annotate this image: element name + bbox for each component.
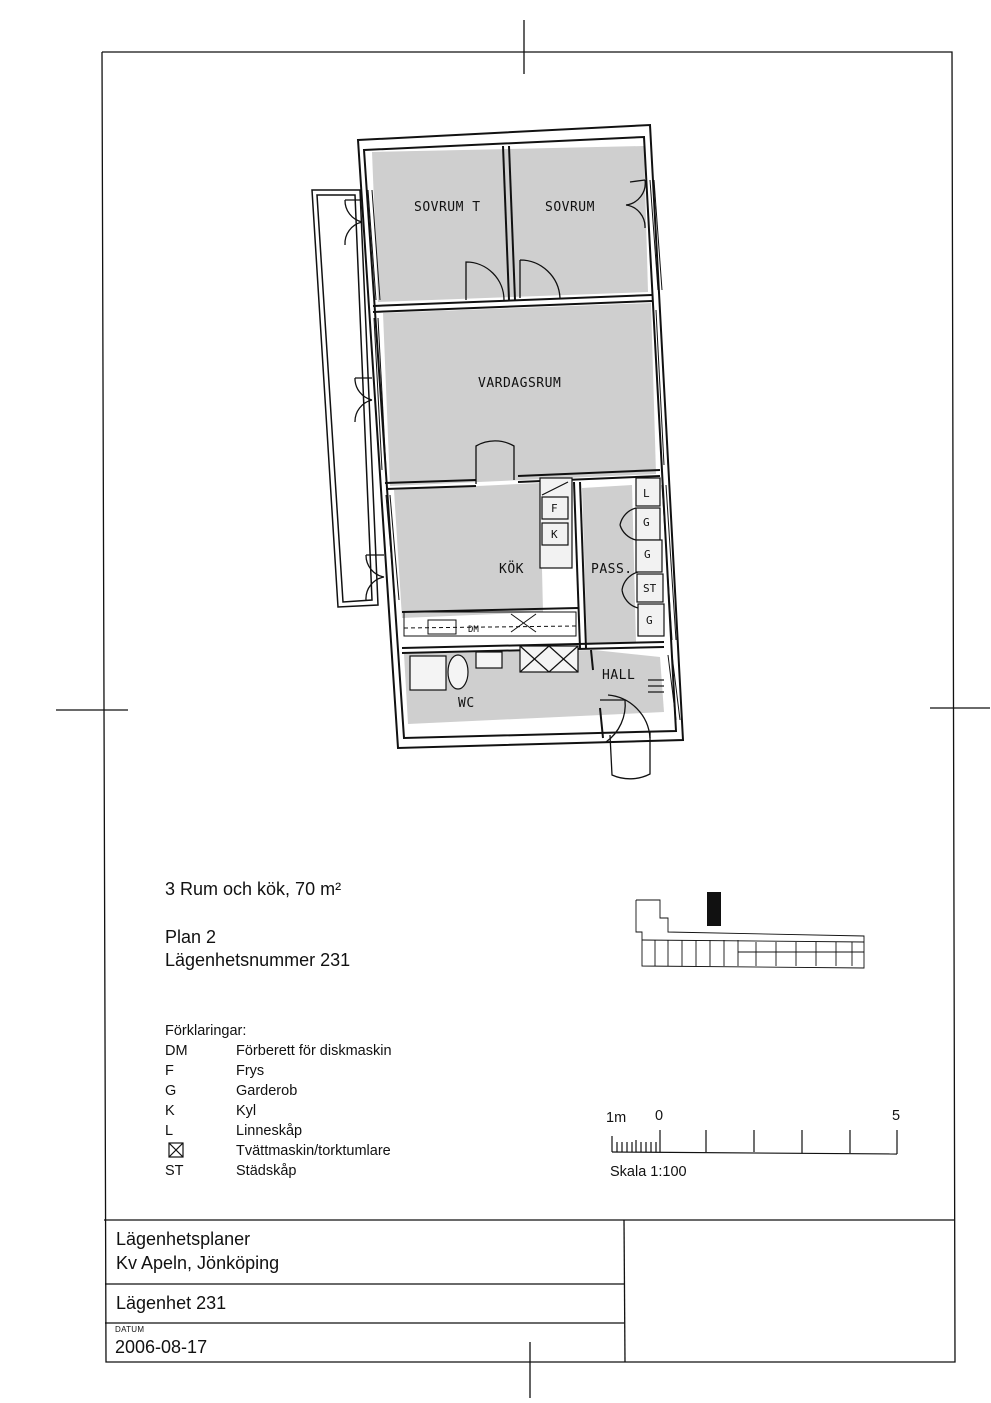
key-plan-apartment-marker bbox=[707, 892, 721, 926]
title-block-apartment: Lägenhet 231 bbox=[116, 1293, 227, 1313]
cabinet-mark-dm: DM bbox=[468, 625, 479, 635]
room-label-vardagsrum: VARDAGSRUM bbox=[478, 376, 562, 391]
legend-code: DM bbox=[165, 1043, 188, 1059]
scale-label-5: 5 bbox=[892, 1108, 901, 1124]
legend-code: K bbox=[165, 1103, 175, 1119]
floor-level: Plan 2 bbox=[165, 927, 217, 947]
room-label-kok: KÖK bbox=[499, 562, 524, 577]
cabinet-mark-k: K bbox=[551, 528, 558, 541]
cabinet-mark-g1: G bbox=[643, 516, 650, 529]
legend-text: Frys bbox=[236, 1063, 265, 1079]
legend-title: Förklaringar: bbox=[165, 1023, 247, 1039]
legend-code: L bbox=[165, 1123, 174, 1139]
legend-text: Tvättmaskin/torktumlare bbox=[236, 1143, 391, 1159]
scale-label-1m: 1m bbox=[606, 1110, 627, 1126]
scale-bar bbox=[612, 1130, 897, 1154]
fridge-freezer bbox=[540, 478, 572, 568]
room-floors bbox=[372, 146, 664, 724]
legend-text: Förberett för diskmaskin bbox=[236, 1043, 392, 1059]
date-label: DATUM bbox=[115, 1325, 145, 1334]
room-label-pass: PASS. bbox=[591, 562, 633, 577]
cabinet-mark-l: L bbox=[643, 487, 650, 500]
legend-code: F bbox=[165, 1063, 174, 1079]
legend-code: ST bbox=[165, 1163, 184, 1179]
room-label-wc: WC bbox=[458, 696, 475, 711]
scale-caption: Skala 1:100 bbox=[610, 1164, 687, 1180]
apartment-number: Lägenhetsnummer 231 bbox=[165, 950, 351, 970]
apartment-size: 3 Rum och kök, 70 m² bbox=[165, 879, 342, 899]
legend-text: Städskåp bbox=[236, 1163, 297, 1179]
washer-dryer-legend-icon bbox=[169, 1143, 183, 1157]
cabinet-mark-st: ST bbox=[643, 582, 657, 595]
room-label-sovrum: SOVRUM bbox=[545, 200, 595, 215]
legend-text: Garderob bbox=[236, 1083, 298, 1099]
cabinet-mark-f: F bbox=[551, 502, 558, 515]
title-block-heading: Lägenhetsplaner bbox=[116, 1229, 251, 1249]
title-block-location: Kv Apeln, Jönköping bbox=[116, 1253, 280, 1273]
scale-label-0: 0 bbox=[655, 1108, 664, 1124]
room-label-sovrum-t: SOVRUM T bbox=[414, 200, 481, 215]
room-label-hall: HALL bbox=[602, 668, 636, 683]
legend-text: Kyl bbox=[236, 1103, 257, 1119]
cabinet-mark-g3: G bbox=[646, 614, 653, 627]
key-plan bbox=[636, 900, 864, 968]
date-value: 2006-08-17 bbox=[115, 1337, 208, 1357]
legend-text: Linneskåp bbox=[236, 1123, 303, 1139]
cabinet-mark-g2: G bbox=[644, 548, 651, 561]
legend-code: G bbox=[165, 1083, 177, 1099]
